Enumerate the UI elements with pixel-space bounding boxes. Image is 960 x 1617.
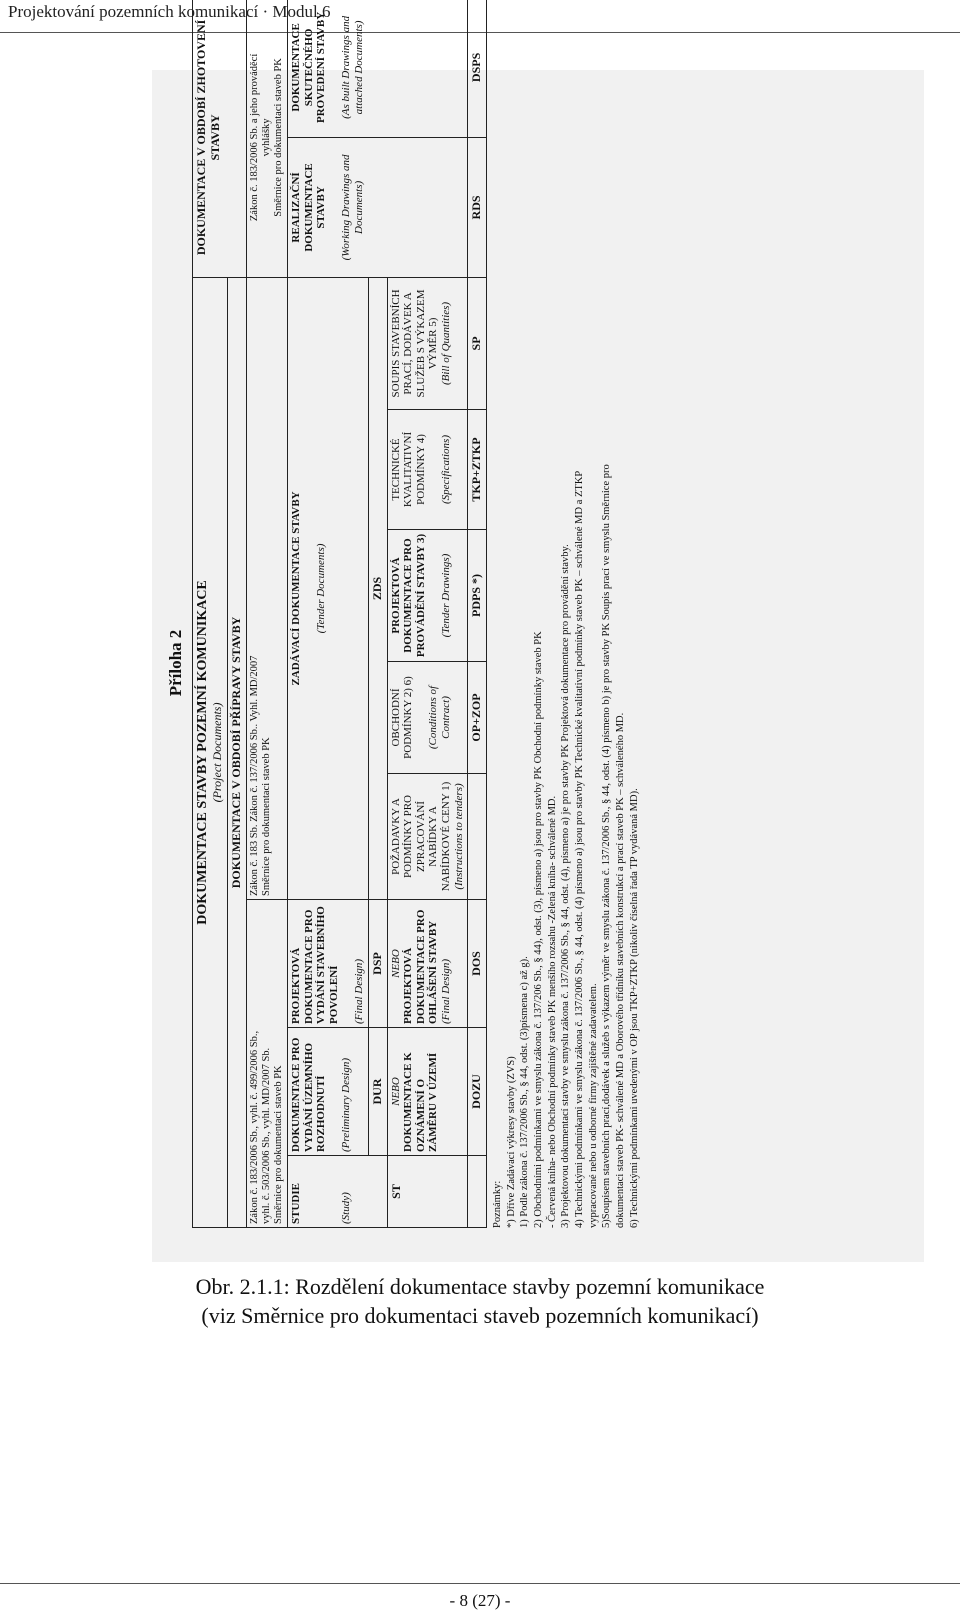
legal-line: vyhlášky [260,118,272,157]
dos-cell [387,900,468,1028]
main-heading: DOKUMENTACE STAVBY POZEMNÍ KOMUNIKACE [195,580,210,925]
dsp-label: PROJEKTOVÁ DOKUMENTACE PRO VYDÁNÍ STAVEBNÍHO POVOLENÍ [289,906,340,1024]
dsp-cell [287,900,368,1028]
tender-en: (Tender Documents) [315,543,328,634]
pozadavky-label: POŽADAVKY A PODMÍNKY PRO ZPRACOVÁNÍ NABÍDKY A NABÍDKOVÉ CENY 1) [389,781,453,892]
dur-or: NEBO [389,1077,402,1106]
empty-cell [468,774,487,900]
legal-line: vyhl. č. 503/2006 Sb., vyhl. MD/2007 Sb. [260,1047,272,1224]
dsp-en: (Final Design) [353,958,366,1024]
caption-line-2: (viz Směrnice pro dokumentaci staveb pozemních komunikací) [201,1303,759,1328]
dos-abbr: DOS [468,900,487,1028]
zds-abbr: ZDS [368,277,387,899]
note-line: 4) Technickými podmínkami ve smyslu zákona č. 137/2006 Sb., § 44, odst. (4) písmeno a) jsou pro stavby PK Technické kvalitativní podmínky staveb PK – schválené MD a ZTKP [574,470,585,1228]
note-line: 6) Technickými podmínkami uvedenými v OP jsou TKP+ZTKP (nikoliv číselná řada TP vydávaná MD). [628,788,640,1228]
note-line: *) Dříve Zadávací výkresy stavby (ZVS) [505,1056,517,1228]
dur-abbr: DUR [368,1028,387,1156]
legal-line: Směrnice pro dokumentaci staveb PK [272,58,284,217]
op-en: (Conditions of Contract) [427,685,453,750]
prep-phase-heading: DOKUMENTACE V OBDOBÍ PŘÍPRAVY STAVBY [227,277,246,1227]
documentation-table [192,0,487,1228]
exec-phase-heading: DOKUMENTACE V OBDOBÍ ZHOTOVENÍ STAVBY [193,0,247,277]
legal-line: Zákon č. 183 Sb. Zákon č. 137/2006 Sb.. Vyhl. MD/2007 [248,655,260,896]
empty-cell [468,1156,487,1228]
dur-cell [287,1028,368,1156]
dsps-en: (As built Drawings and attached Documents) [340,15,366,119]
tkp-label: TECHNICKÉ KVALITATIVNÍ PODMÍNKY 4) [389,431,427,508]
annex-title: Příloha 2 [166,629,185,697]
legal-line: Zákon č. 183/2006 Sb. a jeho prováděcí [248,53,260,222]
sp-label: SOUPIS STAVEBNÍCH PRACÍ, DODÁVEK A SLUŽEB S VÝKAZEM VÝMĚR 5) [389,289,440,398]
note-line: 3) Projektovou dokumentací stavby ve smyslu zákona č. 137/2006 Sb., § 44, odst. (4), písmeno a) je pro stavby PK Projektová dokumentace pro provádění stavby. [560,544,572,1228]
main-heading-en: (Project Documents) [210,702,225,803]
notes [491,98,641,1228]
study-en: (Study) [340,1192,353,1224]
dur-en: (Preliminary Design) [340,1058,353,1152]
dozu-label: DOKUMENTACE K OZNÁMENÍ O ZÁMĚRU V ÚZEMÍ [402,1052,440,1152]
dur-label: DOKUMENTACE PRO VYDÁNÍ ÚZEMNÍHO ROZHODNUTÍ [289,1037,328,1152]
op-label: OBCHODNÍ PODMÍNKY 2) 6) [389,676,415,759]
note-line: 2) Obchodními podmínkami ve smyslu zákona č. 137/206 Sb., § 44), odst. (3), písmeno a) jsou pro stavby PK Obchodní podmínky staveb PK [533,631,545,1228]
tkp-en: (Specifications) [440,434,453,505]
rds-abbr: RDS [468,137,487,277]
page-header: Projektování pozemních komunikací · Modul 6 [8,2,331,21]
dsp-or: NEBO [389,949,402,978]
tender-heading: ZADÁVACÍ DOKUMENTACE STAVBY [289,491,302,686]
dsps-abbr: DSPS [468,0,487,137]
dsps-label: DOKUMENTACE SKUTEČNÉHO PROVEDENÍ STAVBY [289,11,328,123]
note-line: - Červená kniha- nebo Obchodní podmínky staveb PK menšího rozsahu -Zelená kniha- schválené MD. [546,795,558,1228]
dsps-cell [287,0,467,137]
pdps-abbr: PDPS *) [468,530,487,662]
pdps-en: (Tender Drawings) [440,553,453,638]
rds-label: REALIZAČNÍ DOKUMENTACE STAVBY [289,163,328,252]
pdps-cell [387,530,468,662]
note-line: 5)Soupisem stavebních prací,dodávek a služeb s výkazem výměr ve smyslu zákona č. 137/2006 Sb., § 44, odst. (4) písmeno b) je pro stavby PK Soupis prací ve smyslu Směrnice pro [601,464,613,1228]
caption-line-1: Obr. 2.1.1: Rozdělení dokumentace stavby pozemní komunikace [195,1274,765,1299]
tender-heading-cell [287,277,368,899]
tkp-cell [387,410,468,530]
legal-line: Směrnice pro dokumentaci staveb PK [260,737,272,896]
footer-divider [0,1583,960,1584]
note-line: Poznámky: [492,1180,504,1228]
study-cell [287,1156,387,1228]
rds-en: (Working Drawings and Documents) [340,154,366,261]
study-label: STUDIE [289,1183,302,1224]
legal-basis-2 [246,277,287,899]
note-line: vypracované nebo u odborné firmy zajištěné zadavatelem. [587,983,599,1228]
dos-en: (Final Design) [440,958,453,1024]
page-number: - 8 (27) - [449,1591,511,1610]
sp-cell [387,277,468,409]
rotated-annex-page [152,11,924,1262]
note-line: dokumentaci staveb PK- schválené MD a Oborového třídníku stavebních konstrukcí a prací staveb PK – schváleného MD. [614,712,626,1228]
pozadavky-cell [387,774,468,900]
figure-caption [0,1272,960,1330]
main-heading-cell [193,277,228,1227]
dsp-abbr: DSP [368,900,387,1028]
pozadavky-en: (Instructions to tenders) [452,783,465,890]
legal-basis-1 [246,900,287,1228]
sp-en: (Bill of Quantities) [440,301,453,386]
legal-line: Směrnice pro dokumentaci staveb PK [272,1065,284,1224]
op-abbr: OP+ZOP [468,662,487,774]
dos-label: PROJEKTOVÁ DOKUMENTACE PRO OHLÁŠENÍ STAVBY [402,909,440,1024]
tkp-abbr: TKP+ZTKP [468,410,487,530]
study-abbr: ST [387,1156,468,1228]
rds-cell [287,137,467,277]
dozu-abbr: DOZU [468,1028,487,1156]
pdps-label: PROJEKTOVÁ DOKUMENTACE PRO PROVÁDĚNÍ STAVBY 3) [389,533,427,658]
legal-basis-3 [246,0,287,277]
legal-line: Zákon č. 183/2006 Sb., vyhl. č. 499/2006 Sb., [248,1030,260,1224]
scanned-annex-figure [152,11,924,1262]
sp-abbr: SP [468,277,487,409]
dozu-cell [387,1028,468,1156]
note-line: 1) Podle zákona č. 137/2006 Sb., § 44, odst. (3)písmena c) až g). [519,956,531,1228]
op-cell [387,662,468,774]
